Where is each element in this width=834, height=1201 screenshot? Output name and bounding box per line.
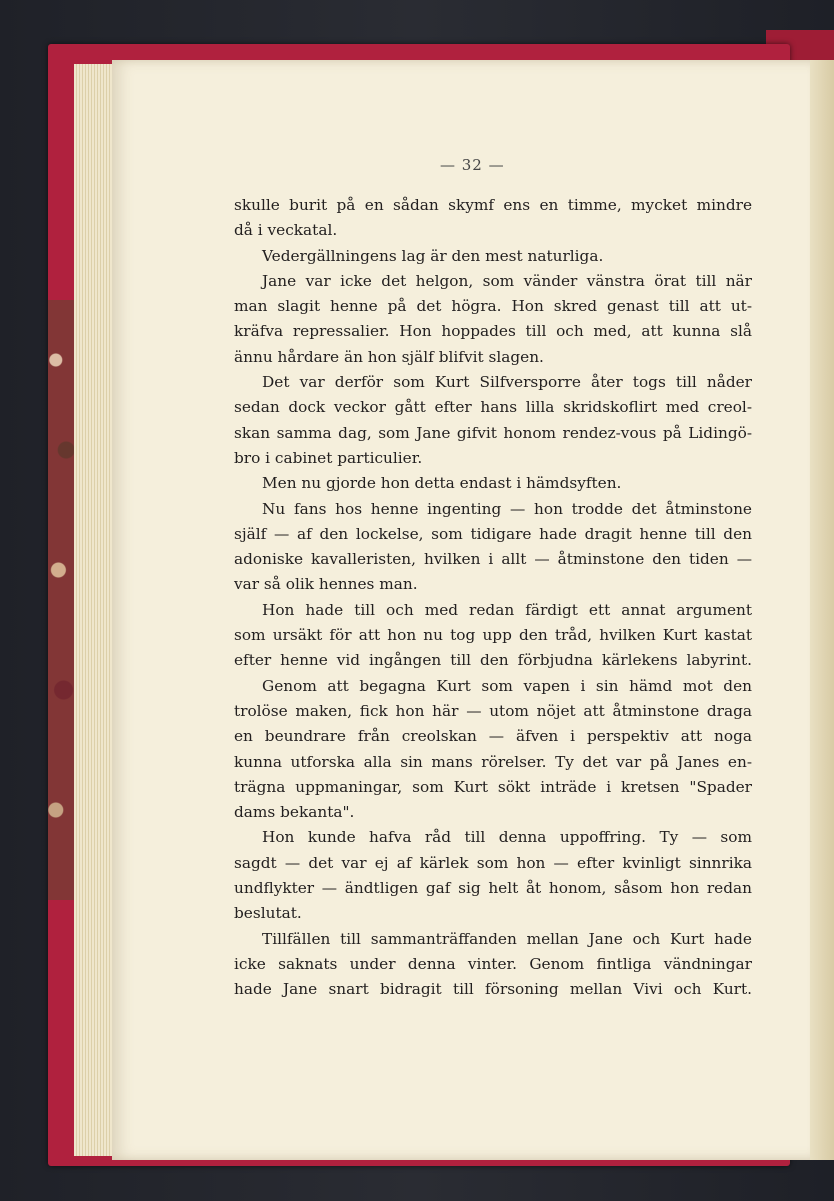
text-line: då i veckatal. bbox=[234, 221, 338, 240]
text-line: efter henne vid ingången till den förbjudna kärlekens labyrint. bbox=[234, 651, 752, 670]
text-line: Nu fans hos henne ingenting — hon trodde det åtminstone bbox=[262, 499, 752, 518]
marbled-endpaper bbox=[48, 300, 74, 900]
text-line: skulle burit på en sådan skymf ens en timme, mycket mindre bbox=[234, 196, 752, 214]
text-line: Jane var icke det helgon, som vänder vänstra örat till när bbox=[262, 271, 752, 290]
text-line: Vedergällningens lag är den mest naturliga. bbox=[262, 246, 604, 265]
body-text bbox=[234, 193, 752, 1003]
text-line: själf — af den lockelse, som tidigare hade dragit henne till den bbox=[234, 524, 752, 543]
text-line: beslutat. bbox=[234, 904, 302, 923]
text-line: skan samma dag, som Jane gifvit honom rendez-vous på Lidingö- bbox=[234, 423, 752, 442]
page-right-edge bbox=[810, 60, 834, 1160]
text-line: hade Jane snart bidragit till försoning mellan Vivi och Kurt. bbox=[234, 980, 752, 999]
text-line: man slagit henne på det högra. Hon skred genast till att ut- bbox=[234, 297, 752, 316]
text-line: Genom att begagna Kurt som vapen i sin hämd mot den bbox=[262, 676, 752, 695]
text-line: som ursäkt för att hon nu tog upp den tråd, hvilken Kurt kastat bbox=[234, 626, 752, 645]
text-line: kräfva repressalier. Hon hoppades till och med, att kunna slå bbox=[234, 322, 752, 341]
text-line: sedan dock veckor gått efter hans lilla skridskoflirt med creol- bbox=[234, 398, 752, 417]
text-line: en beundrare från creolskan — äfven i perspektiv att noga bbox=[234, 727, 752, 746]
text-line: Hon hade till och med redan färdigt ett annat argument bbox=[262, 600, 752, 619]
text-line: trolöse maken, fick hon här — utom nöjet att åtminstone draga bbox=[234, 701, 752, 720]
text-line: icke saknats under denna vinter. Genom fintliga vändningar bbox=[234, 954, 752, 973]
text-line: var så olik hennes man. bbox=[234, 575, 418, 594]
text-line: trägna uppmaningar, som Kurt sökt inträde i kretsen "Spader bbox=[234, 777, 752, 796]
text-line: Det var derför som Kurt Silfversporre åter togs till nåder bbox=[262, 373, 752, 392]
text-line: undflykter — ändtligen gaf sig helt åt honom, såsom hon redan bbox=[234, 879, 752, 898]
text-line: kunna utforska alla sin mans rörelser. Ty det var på Janes en- bbox=[234, 752, 752, 771]
text-line: bro i cabinet particulier. bbox=[234, 448, 423, 467]
text-line: adoniske kavalleristen, hvilken i allt — åtminstone den tiden — bbox=[234, 550, 752, 569]
text-line: sagdt — det var ej af kärlek som hon — efter kvinligt sinnrika bbox=[234, 853, 752, 872]
text-line: Tillfällen till sammanträffanden mellan Jane och Kurt hade bbox=[262, 929, 752, 948]
text-line: Men nu gjorde hon detta endast i hämdsyften. bbox=[262, 474, 622, 493]
text-line: dams bekanta". bbox=[234, 803, 355, 822]
text-line: ännu hårdare än hon själf blifvit slagen. bbox=[234, 347, 544, 366]
text-line: Hon kunde hafva råd till denna uppoffring. Ty — som bbox=[262, 828, 752, 847]
page-number: — 32 — bbox=[440, 156, 505, 174]
